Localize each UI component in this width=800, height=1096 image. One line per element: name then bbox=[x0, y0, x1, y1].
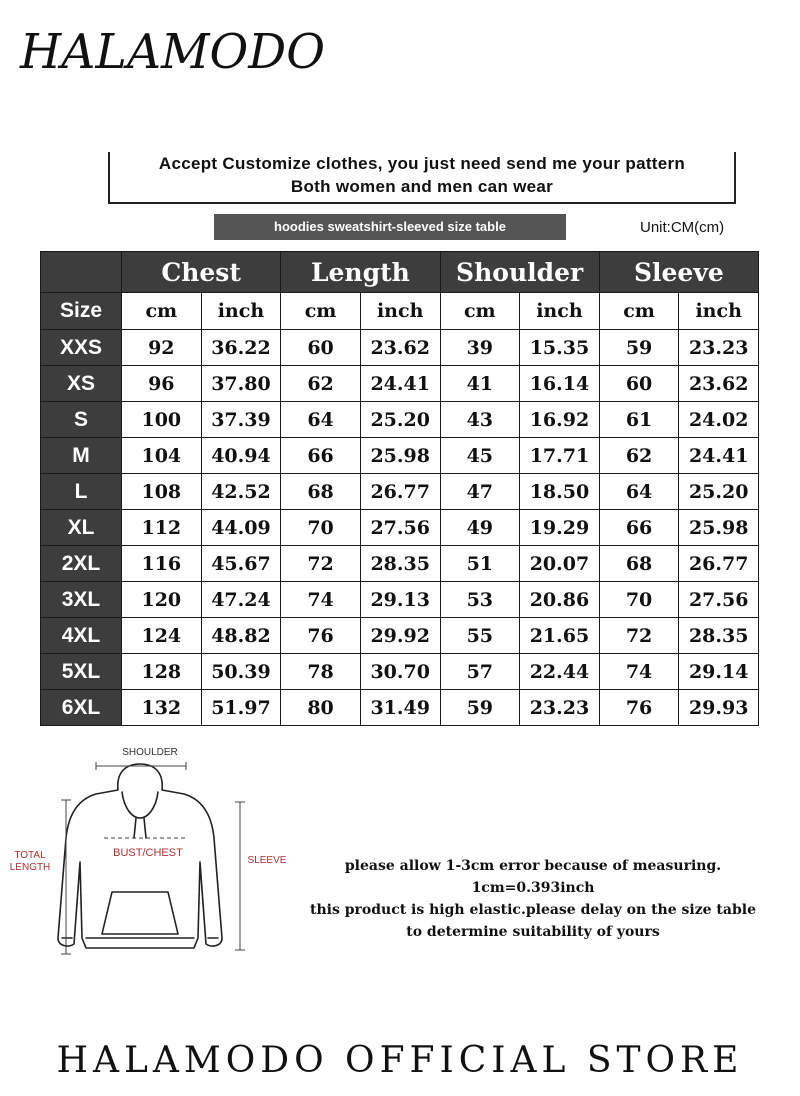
value-cell: 60 bbox=[599, 366, 679, 402]
pocket-icon bbox=[102, 892, 178, 934]
value-cell: 124 bbox=[122, 618, 202, 654]
measurement-notes bbox=[298, 855, 768, 943]
value-cell: 104 bbox=[122, 438, 202, 474]
value-cell: 26.77 bbox=[679, 546, 759, 582]
value-cell: 57 bbox=[440, 654, 520, 690]
value-cell: 31.49 bbox=[360, 690, 440, 726]
value-cell: 64 bbox=[281, 402, 361, 438]
banner-line-2: Both women and men can wear bbox=[290, 177, 554, 196]
value-cell: 45 bbox=[440, 438, 520, 474]
unit-label: Unit:CM(cm) bbox=[640, 219, 725, 236]
table-row bbox=[41, 690, 759, 726]
value-cell: 61 bbox=[599, 402, 679, 438]
value-cell: 26.77 bbox=[360, 474, 440, 510]
value-cell: 51 bbox=[440, 546, 520, 582]
value-cell: 74 bbox=[281, 582, 361, 618]
value-cell: 37.39 bbox=[201, 402, 281, 438]
value-cell: 24.41 bbox=[360, 366, 440, 402]
value-cell: 55 bbox=[440, 618, 520, 654]
value-cell: 70 bbox=[599, 582, 679, 618]
value-cell: 128 bbox=[122, 654, 202, 690]
size-cell: 5XL bbox=[41, 654, 122, 690]
value-cell: 47.24 bbox=[201, 582, 281, 618]
unit-header-row bbox=[41, 293, 759, 330]
value-cell: 37.80 bbox=[201, 366, 281, 402]
value-cell: 132 bbox=[122, 690, 202, 726]
value-cell: 36.22 bbox=[201, 330, 281, 366]
size-table-body bbox=[41, 330, 759, 726]
value-cell: 25.20 bbox=[679, 474, 759, 510]
note-line: this product is high elastic.please delay on the size table bbox=[310, 902, 756, 918]
value-cell: 39 bbox=[440, 330, 520, 366]
note-line: 1cm=0.393inch bbox=[471, 880, 595, 896]
hoodie-measurement-diagram bbox=[8, 742, 298, 972]
value-cell: 60 bbox=[281, 330, 361, 366]
group-header-sleeve: Sleeve bbox=[599, 252, 758, 293]
value-cell: 76 bbox=[281, 618, 361, 654]
table-row bbox=[41, 438, 759, 474]
value-cell: 23.23 bbox=[679, 330, 759, 366]
unit-header: cm bbox=[599, 293, 679, 330]
value-cell: 29.14 bbox=[679, 654, 759, 690]
note-line: please allow 1-3cm error because of measuring. bbox=[344, 858, 722, 874]
size-cell: 4XL bbox=[41, 618, 122, 654]
value-cell: 49 bbox=[440, 510, 520, 546]
value-cell: 16.92 bbox=[520, 402, 600, 438]
value-cell: 108 bbox=[122, 474, 202, 510]
size-cell: M bbox=[41, 438, 122, 474]
value-cell: 78 bbox=[281, 654, 361, 690]
value-cell: 27.56 bbox=[360, 510, 440, 546]
table-row bbox=[41, 402, 759, 438]
value-cell: 74 bbox=[599, 654, 679, 690]
table-row bbox=[41, 330, 759, 366]
value-cell: 25.20 bbox=[360, 402, 440, 438]
value-cell: 20.07 bbox=[520, 546, 600, 582]
unit-header: cm bbox=[122, 293, 202, 330]
value-cell: 47 bbox=[440, 474, 520, 510]
size-header: Size bbox=[41, 293, 122, 330]
value-cell: 19.29 bbox=[520, 510, 600, 546]
label-bust-chest: BUST/CHEST bbox=[113, 847, 183, 859]
value-cell: 40.94 bbox=[201, 438, 281, 474]
size-cell: XS bbox=[41, 366, 122, 402]
value-cell: 43 bbox=[440, 402, 520, 438]
group-header-row bbox=[41, 252, 759, 293]
value-cell: 24.02 bbox=[679, 402, 759, 438]
size-cell: 6XL bbox=[41, 690, 122, 726]
value-cell: 112 bbox=[122, 510, 202, 546]
value-cell: 53 bbox=[440, 582, 520, 618]
value-cell: 15.35 bbox=[520, 330, 600, 366]
value-cell: 50.39 bbox=[201, 654, 281, 690]
size-table bbox=[40, 251, 759, 726]
unit-header: cm bbox=[281, 293, 361, 330]
unit-header: inch bbox=[679, 293, 759, 330]
hood-inner-icon bbox=[122, 792, 158, 818]
value-cell: 22.44 bbox=[520, 654, 600, 690]
table-row bbox=[41, 618, 759, 654]
table-row bbox=[41, 654, 759, 690]
note-line: to determine suitability of yours bbox=[406, 924, 660, 940]
value-cell: 20.86 bbox=[520, 582, 600, 618]
table-row bbox=[41, 510, 759, 546]
value-cell: 18.50 bbox=[520, 474, 600, 510]
corner-cell bbox=[41, 252, 122, 293]
value-cell: 72 bbox=[281, 546, 361, 582]
unit-header: cm bbox=[440, 293, 520, 330]
value-cell: 100 bbox=[122, 402, 202, 438]
value-cell: 24.41 bbox=[679, 438, 759, 474]
value-cell: 29.92 bbox=[360, 618, 440, 654]
brand-logo bbox=[14, 14, 334, 84]
label-length: LENGTH bbox=[9, 862, 51, 873]
group-header-shoulder: Shoulder bbox=[440, 252, 599, 293]
value-cell: 27.56 bbox=[679, 582, 759, 618]
value-cell: 76 bbox=[599, 690, 679, 726]
table-row bbox=[41, 582, 759, 618]
brand-logo-text: HALAMODO bbox=[19, 24, 325, 80]
group-header-length: Length bbox=[281, 252, 440, 293]
value-cell: 41 bbox=[440, 366, 520, 402]
table-row bbox=[41, 546, 759, 582]
size-cell: S bbox=[41, 402, 122, 438]
value-cell: 29.13 bbox=[360, 582, 440, 618]
value-cell: 25.98 bbox=[679, 510, 759, 546]
value-cell: 70 bbox=[281, 510, 361, 546]
value-cell: 72 bbox=[599, 618, 679, 654]
value-cell: 23.23 bbox=[520, 690, 600, 726]
value-cell: 66 bbox=[281, 438, 361, 474]
size-cell: L bbox=[41, 474, 122, 510]
unit-header: inch bbox=[201, 293, 281, 330]
value-cell: 25.98 bbox=[360, 438, 440, 474]
value-cell: 62 bbox=[599, 438, 679, 474]
value-cell: 120 bbox=[122, 582, 202, 618]
value-cell: 62 bbox=[281, 366, 361, 402]
value-cell: 21.65 bbox=[520, 618, 600, 654]
value-cell: 48.82 bbox=[201, 618, 281, 654]
label-sleeve: SLEEVE bbox=[247, 855, 287, 866]
value-cell: 29.93 bbox=[679, 690, 759, 726]
value-cell: 64 bbox=[599, 474, 679, 510]
value-cell: 96 bbox=[122, 366, 202, 402]
banner-line-1: Accept Customize clothes, you just need send me your pattern bbox=[158, 154, 686, 173]
value-cell: 42.52 bbox=[201, 474, 281, 510]
value-cell: 30.70 bbox=[360, 654, 440, 690]
value-cell: 45.67 bbox=[201, 546, 281, 582]
promo-banner bbox=[108, 152, 736, 204]
value-cell: 59 bbox=[599, 330, 679, 366]
value-cell: 59 bbox=[440, 690, 520, 726]
label-shoulder: SHOULDER bbox=[122, 747, 178, 758]
table-row bbox=[41, 366, 759, 402]
value-cell: 68 bbox=[281, 474, 361, 510]
unit-header: inch bbox=[360, 293, 440, 330]
value-cell: 16.14 bbox=[520, 366, 600, 402]
value-cell: 28.35 bbox=[679, 618, 759, 654]
value-cell: 116 bbox=[122, 546, 202, 582]
label-total: TOTAL bbox=[14, 850, 46, 861]
value-cell: 92 bbox=[122, 330, 202, 366]
table-title: hoodies sweatshirt-sleeved size table bbox=[214, 214, 566, 240]
value-cell: 66 bbox=[599, 510, 679, 546]
size-cell: XXS bbox=[41, 330, 122, 366]
table-row bbox=[41, 474, 759, 510]
value-cell: 68 bbox=[599, 546, 679, 582]
value-cell: 23.62 bbox=[679, 366, 759, 402]
size-cell: 2XL bbox=[41, 546, 122, 582]
size-cell: XL bbox=[41, 510, 122, 546]
unit-header: inch bbox=[520, 293, 600, 330]
group-header-chest: Chest bbox=[122, 252, 281, 293]
value-cell: 17.71 bbox=[520, 438, 600, 474]
store-footer: HALAMODO OFFICIAL STORE bbox=[56, 1040, 744, 1081]
value-cell: 23.62 bbox=[360, 330, 440, 366]
size-cell: 3XL bbox=[41, 582, 122, 618]
value-cell: 80 bbox=[281, 690, 361, 726]
value-cell: 28.35 bbox=[360, 546, 440, 582]
value-cell: 44.09 bbox=[201, 510, 281, 546]
value-cell: 51.97 bbox=[201, 690, 281, 726]
